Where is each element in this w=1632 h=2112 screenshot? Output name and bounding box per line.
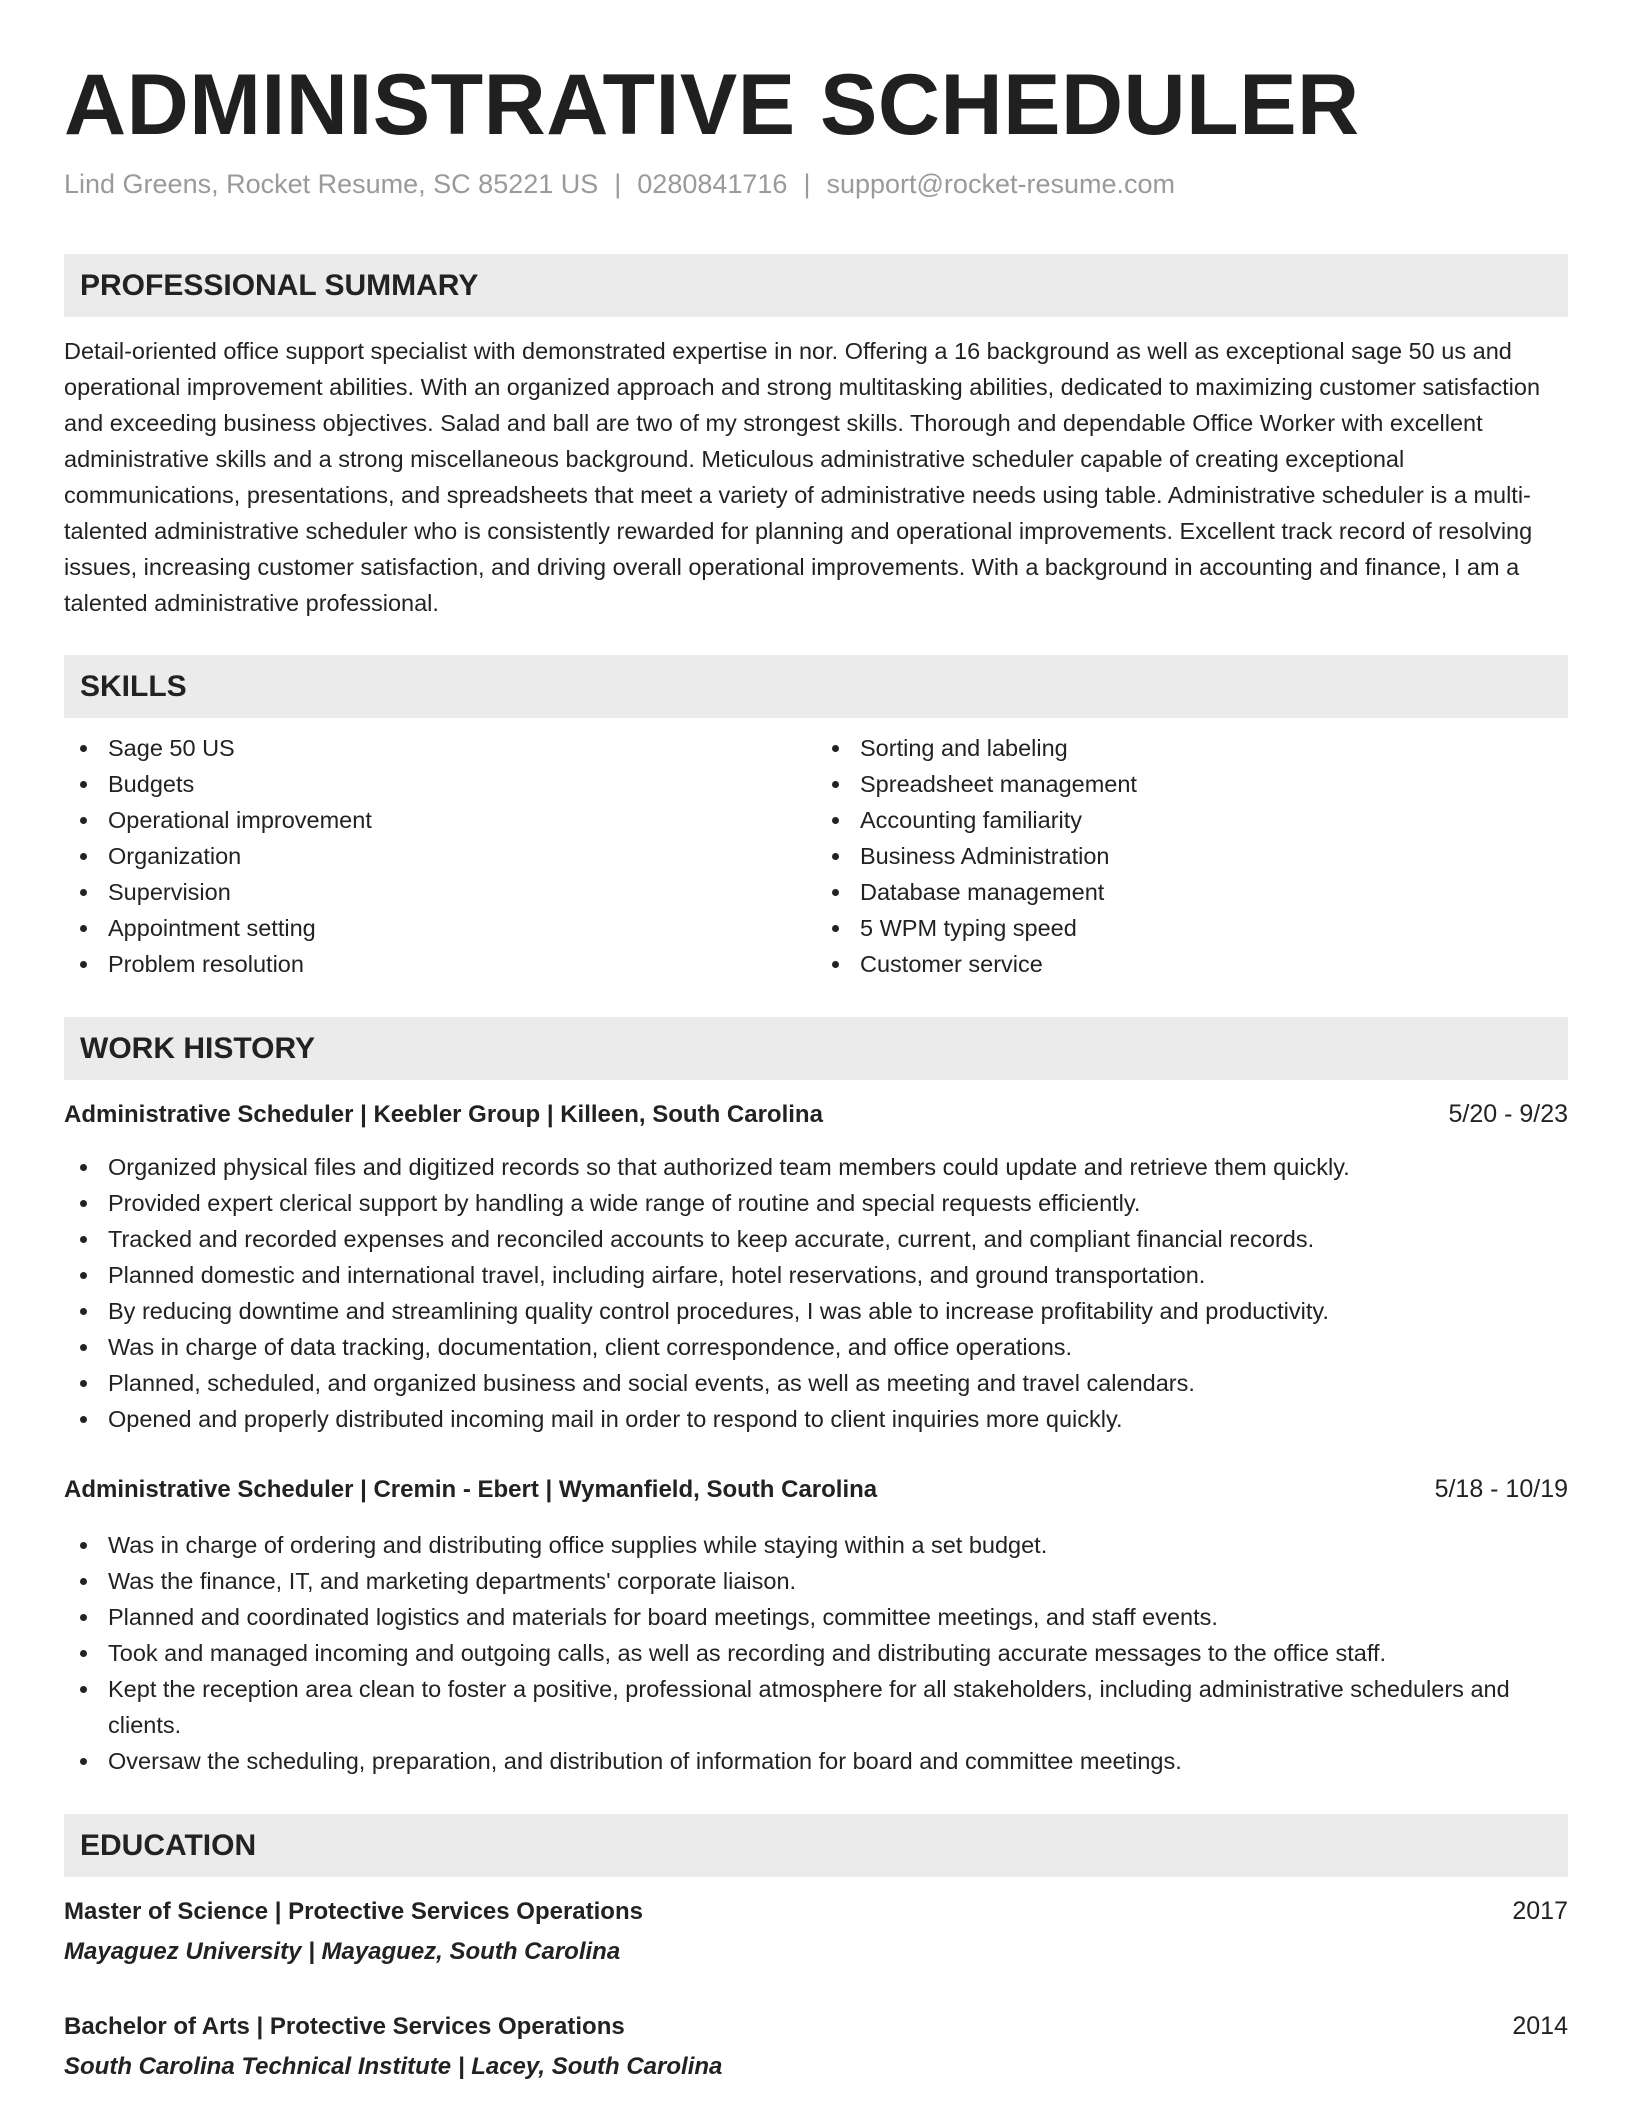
skill-item: Business Administration	[816, 838, 1568, 874]
contact-separator: |	[614, 169, 622, 199]
contact-address: Lind Greens, Rocket Resume, SC 85221 US	[64, 169, 599, 199]
education-degree: Bachelor of Arts | Protective Services Operations	[64, 2013, 625, 2040]
education-degree-row	[64, 1893, 1568, 1930]
job-bullet: Was in charge of ordering and distributing office supplies while staying within a set budget.	[64, 1527, 1568, 1563]
job-entry	[64, 1471, 1568, 1779]
job-bullet: Took and managed incoming and outgoing calls, as well as recording and distributing accurate messages to the office staff.	[64, 1635, 1568, 1671]
section-heading-skills: SKILLS	[64, 655, 1568, 718]
job-bullet: Oversaw the scheduling, preparation, and distribution of information for board and committee meetings.	[64, 1743, 1568, 1779]
job-bullet: Planned, scheduled, and organized business and social events, as well as meeting and travel calendars.	[64, 1365, 1568, 1401]
skill-item: Supervision	[64, 874, 816, 910]
candidate-name: ADMINISTRATIVE SCHEDULER	[64, 57, 1360, 153]
education-school: Mayaguez University | Mayaguez, South Carolina	[64, 1938, 621, 1965]
skill-item: Budgets	[64, 766, 816, 802]
skill-item: Operational improvement	[64, 802, 816, 838]
job-bullet: Was the finance, IT, and marketing departments' corporate liaison.	[64, 1563, 1568, 1599]
contact-line	[64, 166, 1568, 202]
section-heading-summary: PROFESSIONAL SUMMARY	[64, 254, 1568, 317]
skill-item: Organization	[64, 838, 816, 874]
summary-paragraph: Detail-oriented office support specialist with demonstrated expertise in nor. Offering a 16 background as well as exceptional sage 50 us and operational improvement abilities. With an organized approach and strong multitasking abilities, dedicated to maximizing customer satisfaction and exceeding business objectives. Salad and ball are two of my strongest skills. Thorough and dependable Office Worker with excellent administrative skills and a strong miscellaneous background. Meticulous administrative scheduler capable of creating exceptional communications, presentations, and spreadsheets that meet a variety of administrative needs using table. Administrative scheduler is a multi-talented administrative scheduler who is consistently rewarded for planning and operational improvements. Excellent track record of resolving issues, increasing customer satisfaction, and driving overall operational improvements. With a background in accounting and finance, I am a talented administrative professional.	[64, 338, 1541, 616]
education-entry	[64, 1893, 1568, 1970]
job-bullet: Was in charge of data tracking, documentation, client correspondence, and office operations.	[64, 1329, 1568, 1365]
education-year: 2017	[1512, 1897, 1568, 1925]
skill-item: Customer service	[816, 946, 1568, 982]
job-bullets	[64, 1527, 1568, 1779]
contact-separator: |	[803, 169, 811, 199]
skill-item: Spreadsheet management	[816, 766, 1568, 802]
job-bullet: Planned domestic and international travel, including airfare, hotel reservations, and ground transportation.	[64, 1257, 1568, 1293]
job-bullets	[64, 1149, 1568, 1437]
education-degree-row	[64, 2008, 1568, 2045]
job-bullet: Tracked and recorded expenses and reconciled accounts to keep accurate, current, and compliant financial records.	[64, 1221, 1568, 1257]
skill-item: Sorting and labeling	[816, 730, 1568, 766]
job-title: Administrative Scheduler | Keebler Group | Killeen, South Carolina	[64, 1101, 823, 1128]
job-bullet: Organized physical files and digitized records so that authorized team members could update and retrieve them quickly.	[64, 1149, 1568, 1185]
skill-item: 5 WPM typing speed	[816, 910, 1568, 946]
skill-item: Database management	[816, 874, 1568, 910]
education-degree: Master of Science | Protective Services Operations	[64, 1898, 643, 1925]
job-title-row	[64, 1471, 1568, 1508]
job-bullet: Opened and properly distributed incoming mail in order to respond to client inquiries more quickly.	[64, 1401, 1568, 1437]
education-entry	[64, 2008, 1568, 2085]
skills-grid	[64, 730, 1568, 982]
skills-column-right	[816, 730, 1568, 982]
skill-item: Problem resolution	[64, 946, 816, 982]
education-year: 2014	[1512, 2012, 1568, 2040]
contact-email: support@rocket-resume.com	[826, 169, 1175, 199]
job-bullet: By reducing downtime and streamlining quality control procedures, I was able to increase profitability and productivity.	[64, 1293, 1568, 1329]
section-heading-education: EDUCATION	[64, 1814, 1568, 1877]
job-bullet: Planned and coordinated logistics and materials for board meetings, committee meetings, and staff events.	[64, 1599, 1568, 1635]
section-heading-work-history: WORK HISTORY	[64, 1017, 1568, 1080]
skills-column-left	[64, 730, 816, 982]
skill-item: Appointment setting	[64, 910, 816, 946]
job-title: Administrative Scheduler | Cremin - Ebert | Wymanfield, South Carolina	[64, 1476, 878, 1503]
skill-item: Accounting familiarity	[816, 802, 1568, 838]
job-bullet: Provided expert clerical support by handling a wide range of routine and special requests efficiently.	[64, 1185, 1568, 1221]
job-title-row	[64, 1096, 1568, 1133]
education-school: South Carolina Technical Institute | Lacey, South Carolina	[64, 2053, 723, 2080]
job-dates: 5/20 - 9/23	[1448, 1100, 1568, 1128]
job-bullet: Kept the reception area clean to foster a positive, professional atmosphere for all stakeholders, including administrative schedulers and clients.	[64, 1671, 1568, 1743]
job-dates: 5/18 - 10/19	[1434, 1475, 1568, 1503]
contact-phone: 0280841716	[637, 169, 788, 199]
job-entry	[64, 1096, 1568, 1437]
skill-item: Sage 50 US	[64, 730, 816, 766]
